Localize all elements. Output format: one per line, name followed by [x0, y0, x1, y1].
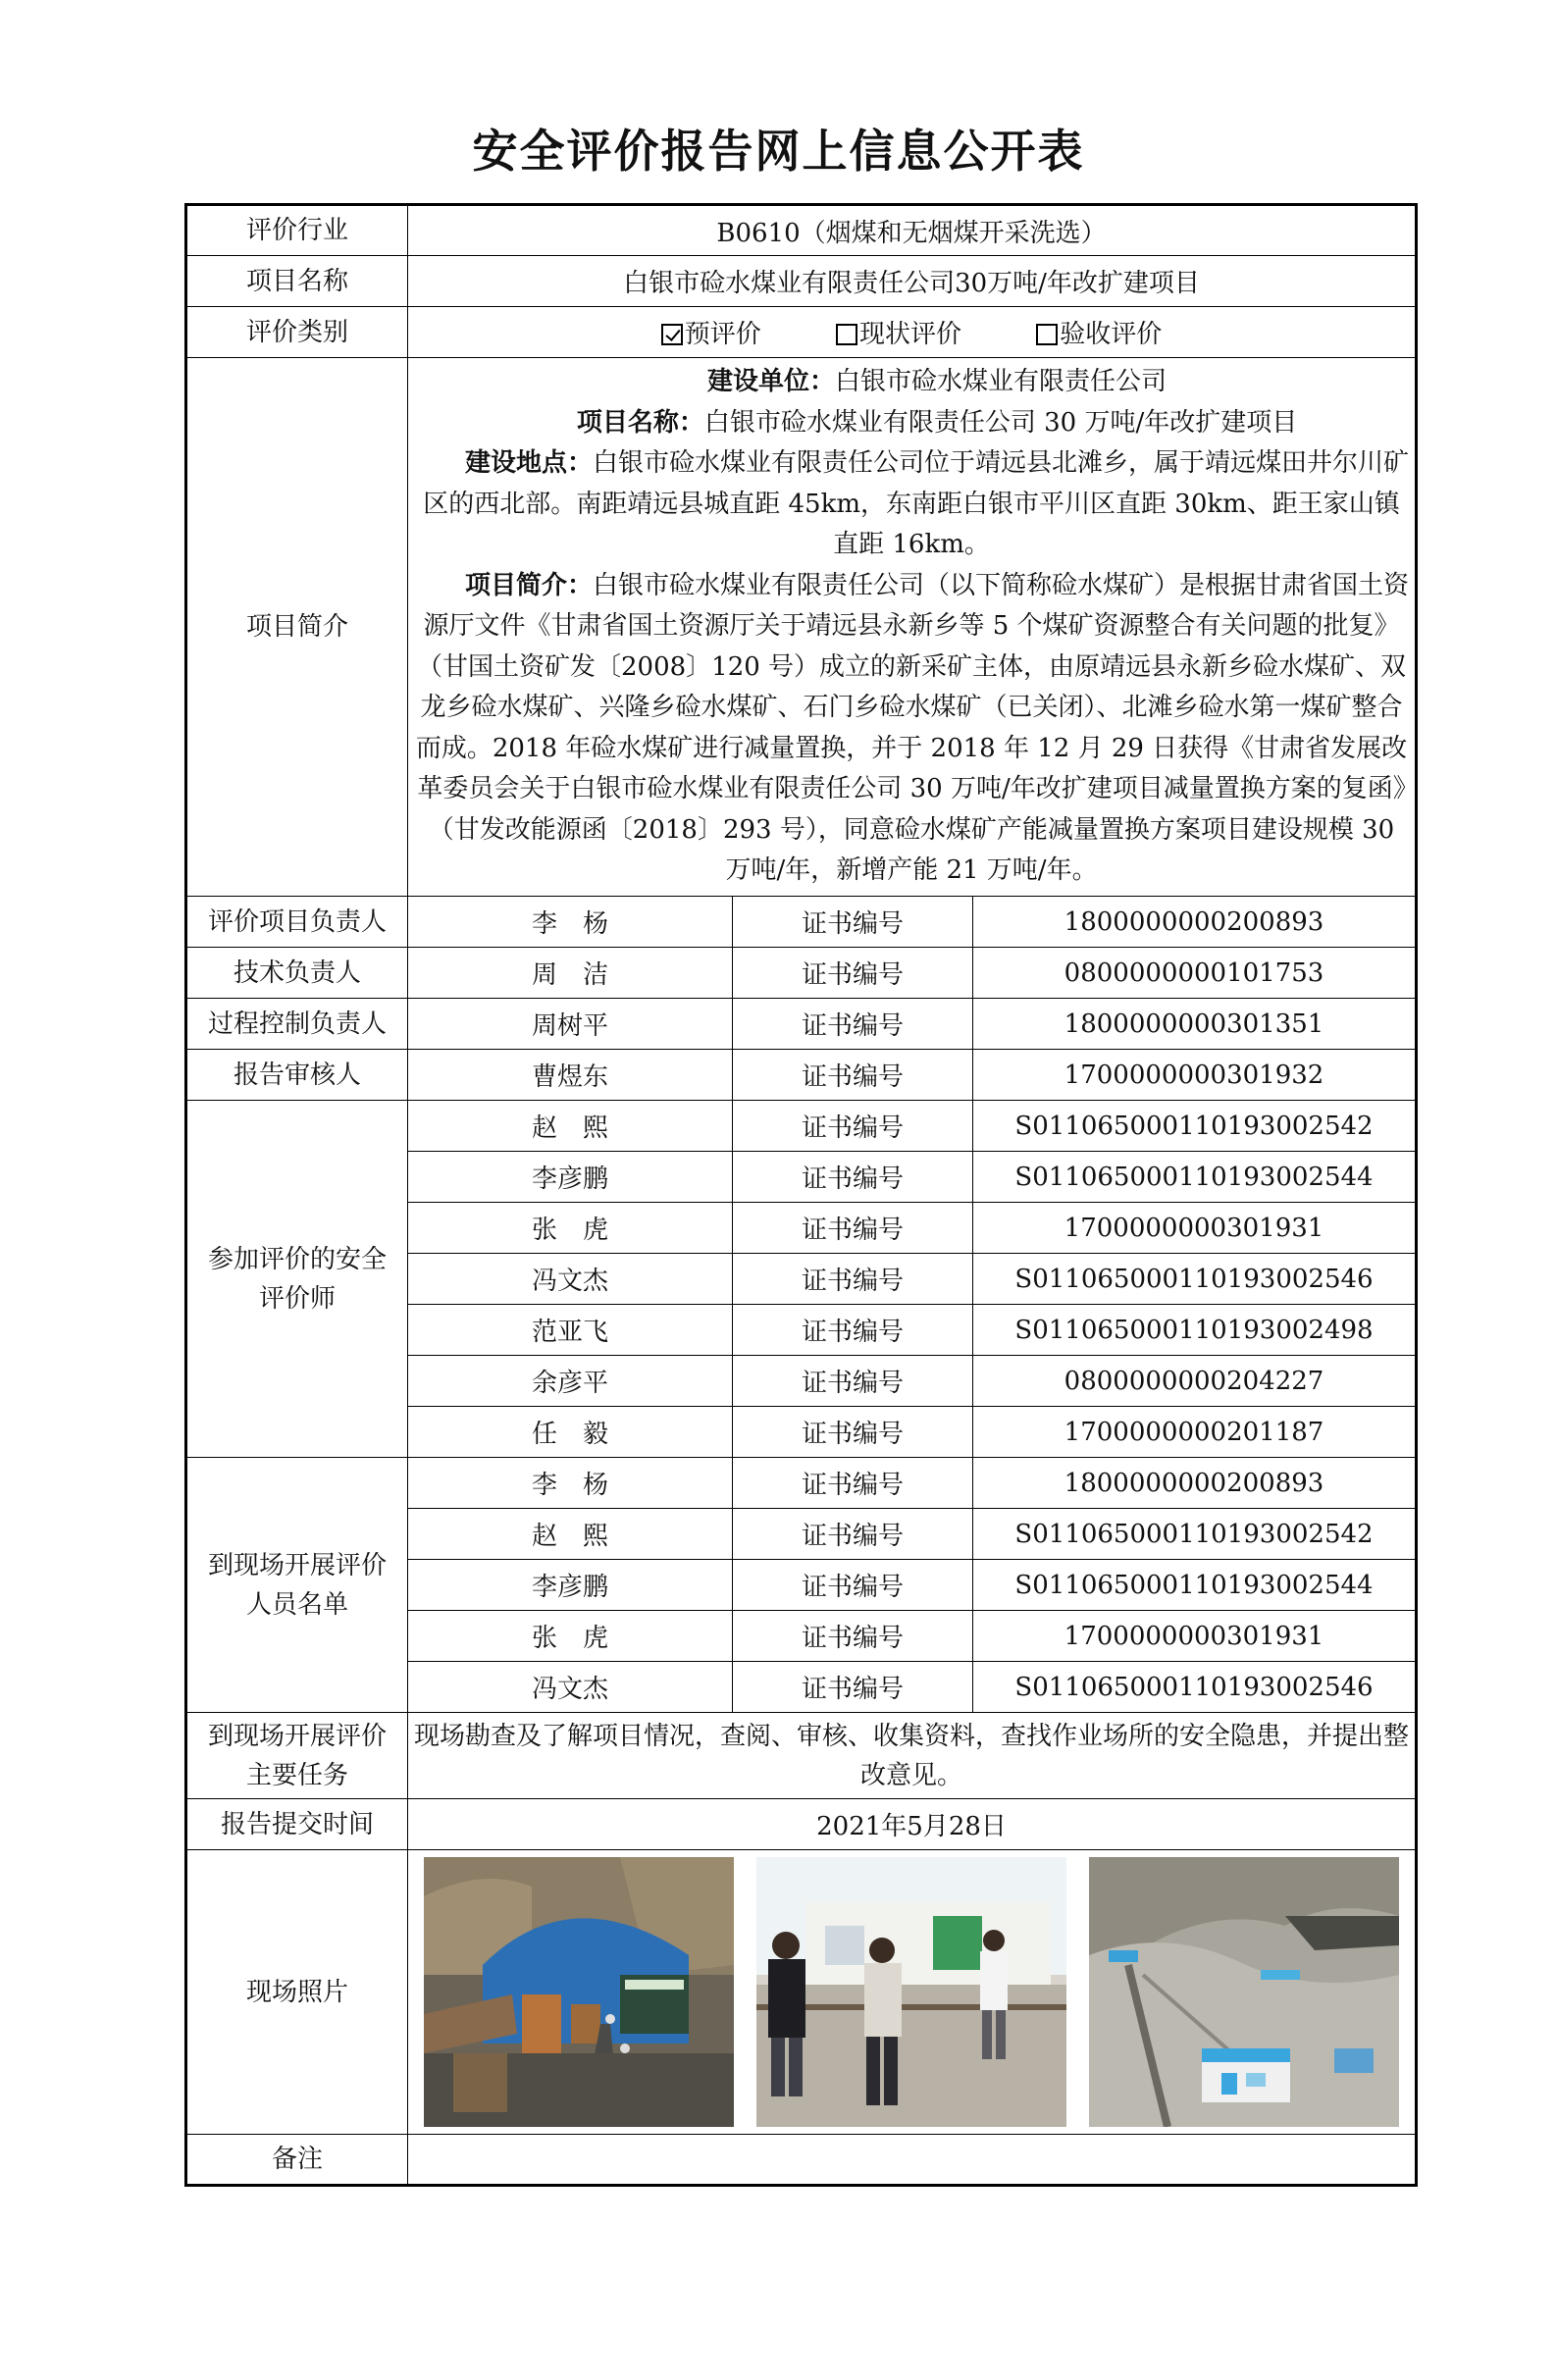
cert-number: S011065000110193002498 — [973, 1305, 1417, 1356]
role-label: 过程控制负责人 — [186, 999, 408, 1050]
remarks-label: 备注 — [186, 2135, 408, 2186]
intro-heading: 项目简介： — [465, 570, 594, 600]
cert-label: 证书编号 — [733, 1611, 973, 1662]
table-row — [186, 948, 1417, 999]
cert-number: 1800000000200893 — [973, 897, 1417, 948]
option-pre-eval-label: 预评价 — [684, 320, 761, 349]
person-name: 冯文杰 — [408, 1254, 733, 1305]
cert-number: S011065000110193002546 — [973, 1254, 1417, 1305]
person-name: 范亚飞 — [408, 1305, 733, 1356]
person-name: 李彦鹏 — [408, 1152, 733, 1203]
person-name: 任 毅 — [408, 1407, 733, 1458]
cert-number: 1700000000201187 — [973, 1407, 1417, 1458]
cert-label: 证书编号 — [733, 1152, 973, 1203]
cert-label: 证书编号 — [733, 1560, 973, 1611]
person-name: 李 杨 — [408, 897, 733, 948]
cert-number: 0800000000204227 — [973, 1356, 1417, 1407]
photos-label: 现场照片 — [186, 1850, 408, 2135]
cert-number: S011065000110193002542 — [973, 1101, 1417, 1152]
cert-number: 1700000000301931 — [973, 1611, 1417, 1662]
page-title: 安全评价报告网上信息公开表 — [472, 125, 1085, 178]
intro-paragraph — [412, 443, 1411, 566]
cert-label: 证书编号 — [733, 999, 973, 1050]
intro-paragraph — [412, 362, 1411, 403]
project-name-label: 项目名称 — [186, 256, 408, 307]
intro-heading: 建设单位： — [707, 367, 836, 397]
person-name: 赵 熙 — [408, 1101, 733, 1152]
cert-label: 证书编号 — [733, 1254, 973, 1305]
intro-label: 项目简介 — [186, 358, 408, 897]
row-photos — [186, 1850, 1417, 2135]
row-tasks — [186, 1713, 1417, 1799]
cert-number: 1800000000301351 — [973, 999, 1417, 1050]
remarks-value — [408, 2135, 1417, 2186]
cert-label: 证书编号 — [733, 1305, 973, 1356]
evaluators-label: 参加评价的安全评价师 — [186, 1101, 408, 1458]
person-name: 李 杨 — [408, 1458, 733, 1509]
option-acceptance-eval[interactable] — [1036, 320, 1162, 349]
table-row — [186, 1458, 1417, 1509]
site-photo-inspectors — [756, 1857, 1066, 2127]
row-project-name — [186, 256, 1417, 307]
intro-text: 白银市硷水煤业有限责任公司位于靖远县北滩乡，属于靖远煤田井尔川矿区的西北部。南距靖远县城直距 45km，东南距白银市平川区直距 30km、距王家山镇直距 16km。 — [423, 448, 1410, 560]
person-name: 李彦鹏 — [408, 1560, 733, 1611]
eval-type-options — [408, 307, 1417, 358]
submit-time-value: 2021年5月28日 — [408, 1799, 1417, 1850]
option-status-eval-label: 现状评价 — [859, 320, 962, 349]
cert-number: S011065000110193002542 — [973, 1509, 1417, 1560]
intro-paragraph — [412, 566, 1411, 892]
row-industry — [186, 205, 1417, 256]
tasks-label: 到现场开展评价主要任务 — [186, 1713, 408, 1799]
role-label: 评价项目负责人 — [186, 897, 408, 948]
photos-cell — [408, 1850, 1417, 2135]
cert-number: 1700000000301931 — [973, 1203, 1417, 1254]
option-status-eval[interactable] — [836, 320, 961, 349]
intro-content — [408, 358, 1417, 897]
person-name: 冯文杰 — [408, 1662, 733, 1713]
cert-label: 证书编号 — [733, 1203, 973, 1254]
cert-label: 证书编号 — [733, 1458, 973, 1509]
table-row — [186, 1101, 1417, 1152]
person-name: 周 洁 — [408, 948, 733, 999]
option-pre-eval[interactable] — [661, 320, 761, 349]
submit-time-label: 报告提交时间 — [186, 1799, 408, 1850]
row-submit-time — [186, 1799, 1417, 1850]
disclosure-table — [184, 203, 1418, 2187]
site-photo-mine-entrance — [424, 1857, 734, 2127]
cert-number: S011065000110193002544 — [973, 1560, 1417, 1611]
intro-text: 白银市硷水煤业有限责任公司（以下简称硷水煤矿）是根据甘肃省国土资源厅文件《甘肃省国土资源厅关于靖远县永新乡等 5 个煤矿资源整合有关问题的批复》（甘国土资矿发〔2008〕120 号）成立的新采矿主体，由原靖远县永新乡硷水煤矿、双龙乡硷水煤矿、兴隆乡硷水煤矿、石门乡硷水煤矿（已关闭）、北滩乡硷水第一煤矿整合而成。2018 年硷水煤矿进行减量置换，并于 2018 年 12 月 29 日获得《甘肃省发展改革委员会关于白银市硷水煤业有限责任公司 30 万吨/年改扩建项目减量置换方案的复函》（甘发改能源函〔2018〕293 号），同意硷水煤矿产能减量置换方案项目建设规模 30 万吨/年，新增产能 21 万吨/年。 — [415, 570, 1410, 886]
cert-number: S011065000110193002544 — [973, 1152, 1417, 1203]
option-acceptance-eval-label: 验收评价 — [1060, 320, 1163, 349]
person-name: 赵 熙 — [408, 1509, 733, 1560]
cert-number: 1700000000301932 — [973, 1050, 1417, 1101]
row-intro — [186, 358, 1417, 897]
cert-label: 证书编号 — [733, 1050, 973, 1101]
cert-label: 证书编号 — [733, 1101, 973, 1152]
person-name: 曹煜东 — [408, 1050, 733, 1101]
tasks-value: 现场勘查及了解项目情况，查阅、审核、收集资料，查找作业场所的安全隐患，并提出整改意见。 — [408, 1713, 1417, 1799]
row-remarks — [186, 2135, 1417, 2186]
project-name-value: 白银市硷水煤业有限责任公司30万吨/年改扩建项目 — [408, 256, 1417, 307]
cert-number: 1800000000200893 — [973, 1458, 1417, 1509]
person-name: 张 虎 — [408, 1203, 733, 1254]
cert-label: 证书编号 — [733, 1407, 973, 1458]
intro-heading: 项目名称： — [576, 407, 704, 438]
cert-number: 0800000000101753 — [973, 948, 1417, 999]
checkbox-empty-icon[interactable] — [836, 324, 857, 345]
cert-label: 证书编号 — [733, 1509, 973, 1560]
person-name: 周树平 — [408, 999, 733, 1050]
cert-label: 证书编号 — [733, 1356, 973, 1407]
onsite-label: 到现场开展评价人员名单 — [186, 1458, 408, 1713]
cert-label: 证书编号 — [733, 948, 973, 999]
intro-paragraph — [412, 403, 1411, 444]
role-label: 技术负责人 — [186, 948, 408, 999]
table-row — [186, 999, 1417, 1050]
person-name: 张 虎 — [408, 1611, 733, 1662]
checkbox-empty-icon[interactable] — [1036, 324, 1058, 345]
industry-value: B0610（烟煤和无烟煤开采洗选） — [408, 205, 1417, 256]
intro-text: 白银市硷水煤业有限责任公司 — [835, 367, 1168, 397]
intro-heading: 建设地点： — [465, 448, 594, 479]
cert-number: S011065000110193002546 — [973, 1662, 1417, 1713]
eval-type-label: 评价类别 — [186, 307, 408, 358]
table-row — [186, 1050, 1417, 1101]
role-label: 报告审核人 — [186, 1050, 408, 1101]
table-row — [186, 897, 1417, 948]
industry-label: 评价行业 — [186, 205, 408, 256]
row-eval-type — [186, 307, 1417, 358]
person-name: 余彦平 — [408, 1356, 733, 1407]
intro-text: 白银市硷水煤业有限责任公司 30 万吨/年改扩建项目 — [703, 407, 1298, 438]
site-photo-mine-yard — [1089, 1857, 1399, 2127]
cert-label: 证书编号 — [733, 1662, 973, 1713]
cert-label: 证书编号 — [733, 897, 973, 948]
checkbox-checked-icon[interactable] — [661, 324, 683, 345]
